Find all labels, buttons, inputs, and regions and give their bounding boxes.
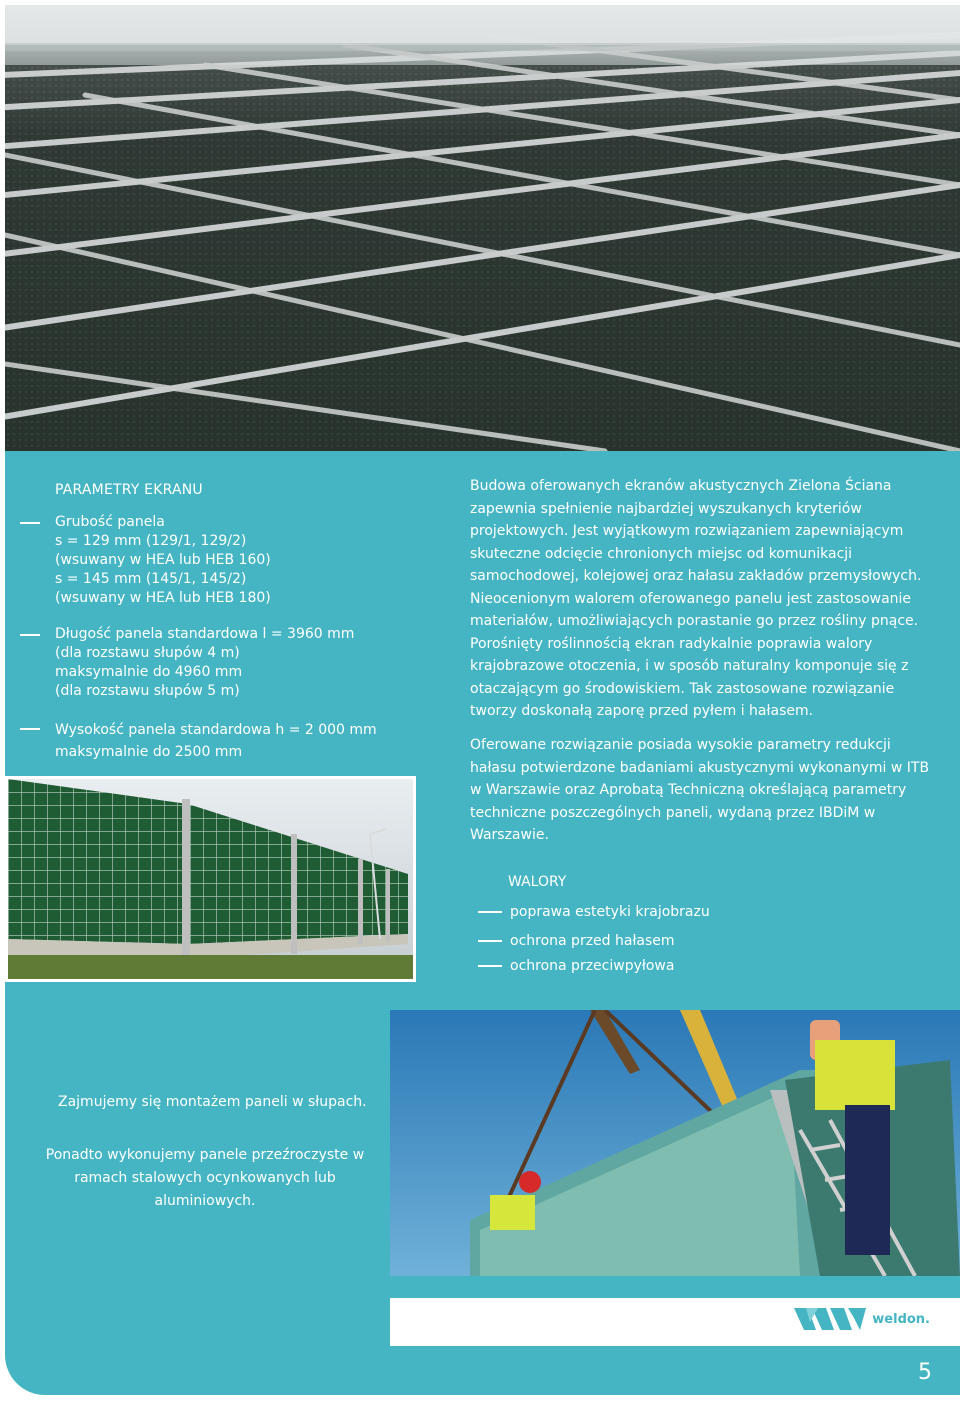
walory-item [478,933,675,949]
param-line: maksymalnie do 2500 mm [55,744,243,760]
bullet-dash [478,940,502,942]
param-line: (dla rozstawu słupów 5 m) [55,683,240,699]
brand-name: weldon. [872,1311,930,1327]
walory-heading: WALORY [508,874,567,890]
bullet-dash [20,522,40,524]
bullet-dash [478,911,502,913]
param-line: (wsuwany w HEA lub HEB 180) [55,590,271,606]
param-line: Wysokość panela standardowa h = 2 000 mm [55,722,377,738]
param-line: (dla rozstawu słupów 4 m) [55,645,240,661]
param-line: Długość panela standardowa l = 3960 mm [55,626,355,642]
mounting-note: Zajmujemy się montażem paneli w słupach. [58,1094,367,1110]
bullet-dash [478,965,502,967]
param-thickness [55,513,385,608]
param-line: Grubość panela [55,514,165,530]
param-height [55,719,385,763]
walory-item [478,958,674,974]
weldon-logo-mark [794,1308,866,1330]
param-line: (wsuwany w HEA lub HEB 160) [55,552,271,568]
param-length [55,625,385,701]
description-text: Budowa oferowanych ekranów akustycznych Zielona Ściana zapewnia spełnienie najbardziej wyszukanych kryteriów projektowych. Jest wyjątkowym rozwiązaniem zapewniającym skuteczne odcięcie chronionych miejsc od komunikacji samochodowej, kolejowej oraz hałasu zakładów przemysłowych. Nieocenionym walorem oferowanego panelu jest zastosowanie materiałów, umożliwiających porastanie go przez rośliny pnące. Porośnięty roślinnością ekran radykalnie poprawia walory krajobrazowe otoczenia, i w sposób naturalny komponuje się z otaczającym go środowiskiem. Tak zastosowane rozwiązanie tworzy doskonałą zaporę przed pyłem i hałasem. [470,478,922,719]
hero-mesh-photo [5,5,960,451]
param-line: s = 129 mm (129/1, 129/2) [55,533,247,549]
walory-item-label: ochrona przeciwpyłowa [510,958,675,974]
installation-photo [390,1010,960,1276]
green-wall-fence-photo [5,776,416,982]
page-number: 5 [918,1360,932,1385]
transparent-panels-note: Ponadto wykonujemy panele przeźroczyste w ramach stalowych ocynkowanych lub aluminiowych. [45,1147,365,1209]
bullet-dash [20,634,40,636]
bullet-dash [20,728,40,730]
weldon-logo [794,1308,930,1330]
walory-item-label: poprawa estetyki krajobrazu [510,904,710,920]
param-line: maksymalnie do 4960 mm [55,664,243,680]
description-paragraph-2 [470,734,930,847]
description-paragraph-1 [470,475,930,723]
walory-item [478,904,710,920]
param-line: s = 145 mm (145/1, 145/2) [55,571,247,587]
params-heading: PARAMETRY EKRANU [55,482,203,498]
brand-bar [390,1298,960,1346]
description-text: Oferowane rozwiązanie posiada wysokie parametry redukcji hałasu potwierdzone badaniami akustycznymi wykonanymi w ITB w Warszawie oraz Aprobatą Techniczną określającą parametry techniczne poszczególnych paneli, wydaną przez IBDiM w Warszawie. [470,737,930,843]
walory-item-label: ochrona przed hałasem [510,933,675,949]
